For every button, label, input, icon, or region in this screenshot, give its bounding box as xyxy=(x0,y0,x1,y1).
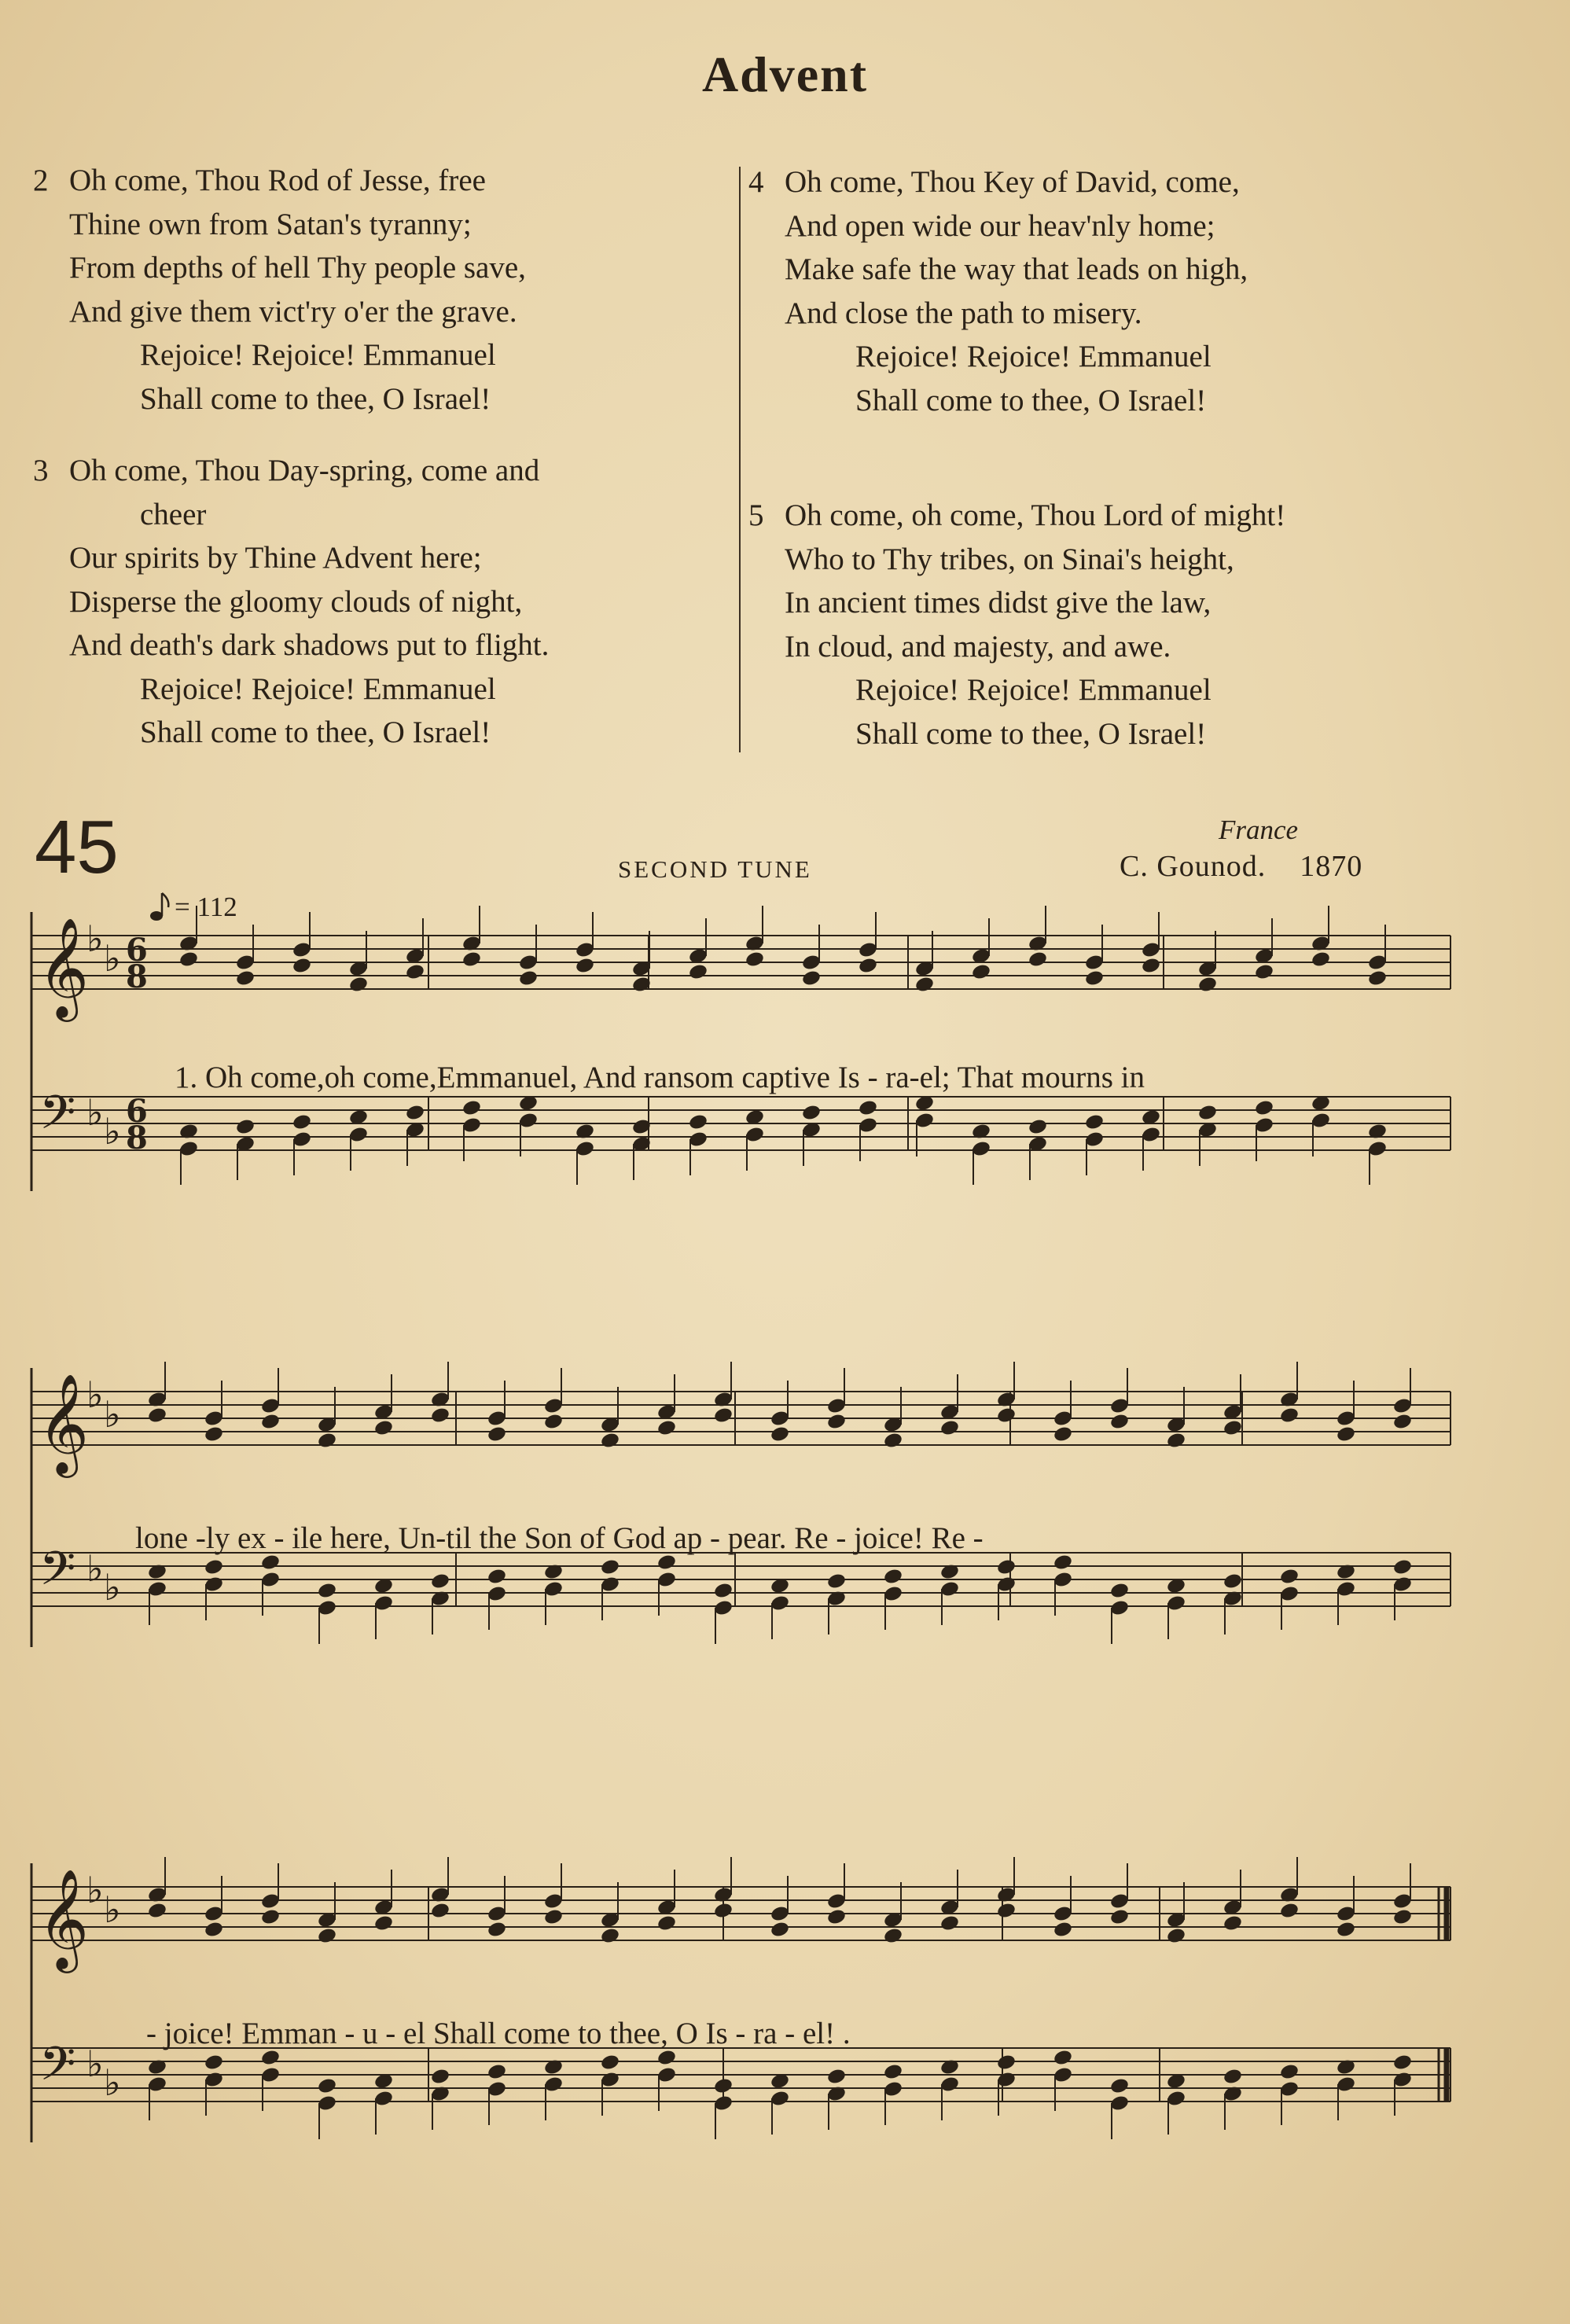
column-divider xyxy=(739,167,741,752)
note-head xyxy=(914,976,935,994)
treble-clef-icon: 𝄞 xyxy=(38,1868,90,1969)
note-head xyxy=(348,976,369,994)
note-head xyxy=(317,1927,337,1945)
note-head xyxy=(801,1104,822,1122)
time-signature-bottom: 8 xyxy=(126,958,148,995)
note-head xyxy=(1084,969,1105,987)
note-head xyxy=(883,2063,903,2081)
note-head xyxy=(430,1572,450,1590)
note-head xyxy=(518,969,539,987)
note-head xyxy=(260,1908,281,1926)
time-signature-bottom: 8 xyxy=(126,1120,148,1156)
verse-line: And give them vict'ry o'er the grave. xyxy=(69,294,517,329)
note-head xyxy=(688,963,708,981)
verse-line: Disperse the gloomy clouds of night, xyxy=(69,584,523,619)
note-head xyxy=(235,969,256,987)
flat-icon: ♭ xyxy=(86,1091,104,1134)
note-head xyxy=(1392,2054,1413,2072)
note-head xyxy=(996,2054,1017,2072)
refrain-line: Rejoice! Rejoice! Emmanuel xyxy=(140,338,496,372)
note-head xyxy=(600,1432,620,1450)
note-head xyxy=(688,1113,708,1131)
note-head xyxy=(600,2054,620,2072)
note-head xyxy=(600,1927,620,1945)
note-head xyxy=(461,1099,482,1117)
note-head xyxy=(939,1914,960,1932)
note-head xyxy=(1223,1572,1243,1590)
flat-icon: ♭ xyxy=(104,1888,121,1931)
note-head xyxy=(858,1099,878,1117)
note-head xyxy=(292,1113,312,1131)
note-head xyxy=(204,1558,224,1576)
note-head xyxy=(656,1419,677,1437)
note-head xyxy=(543,1413,564,1431)
note-head xyxy=(656,1554,677,1572)
note-head xyxy=(575,957,595,975)
refrain-line: Shall come to thee, O Israel! xyxy=(140,715,491,749)
verse-line: Oh come, Thou Rod of Jesse, free xyxy=(69,164,486,197)
note-head xyxy=(147,1407,167,1425)
verse-line: Who to Thy tribes, on Sinai's height, xyxy=(785,542,1234,576)
note-head xyxy=(1223,1419,1243,1437)
verse-line: Oh come, Thou Day-spring, come and xyxy=(69,454,540,487)
verse-5 xyxy=(748,494,1286,756)
composer-credit xyxy=(1120,849,1362,884)
note-head xyxy=(430,1902,450,1920)
note-head xyxy=(317,1582,337,1600)
note-head xyxy=(1254,1099,1274,1117)
note-head xyxy=(1109,1413,1130,1431)
tune-label: SECOND TUNE xyxy=(618,855,812,883)
verse-number: 3 xyxy=(33,454,49,487)
tempo-marking: = 112 xyxy=(175,892,237,922)
note-head xyxy=(1367,969,1388,987)
note-head xyxy=(405,963,425,981)
note-head xyxy=(487,2063,507,2081)
flat-icon: ♭ xyxy=(86,917,104,960)
note-head xyxy=(1053,1554,1073,1572)
note-head xyxy=(1197,976,1218,994)
note-head xyxy=(1279,1902,1300,1920)
note-head xyxy=(487,1568,507,1586)
refrain-line: Shall come to thee, O Israel! xyxy=(855,383,1207,417)
tune-origin: France xyxy=(1219,815,1299,845)
note-head xyxy=(600,1558,620,1576)
note-head xyxy=(1279,1407,1300,1425)
note-head xyxy=(178,951,199,969)
page-title: Advent xyxy=(701,46,869,102)
flat-icon: ♭ xyxy=(104,2061,121,2104)
note-head xyxy=(826,1413,847,1431)
verse-number: 4 xyxy=(748,165,764,199)
treble-clef-icon: 𝄞 xyxy=(38,917,90,1017)
verse-line: In cloud, and majesty, and awe. xyxy=(785,629,1171,664)
note-head xyxy=(883,1927,903,1945)
note-head xyxy=(1392,1413,1413,1431)
note-head xyxy=(801,969,822,987)
verse-number: 5 xyxy=(748,498,764,532)
note-head xyxy=(147,1902,167,1920)
note-head xyxy=(373,1419,394,1437)
note-head xyxy=(1141,957,1161,975)
note-head xyxy=(1197,1104,1218,1122)
note-head xyxy=(1053,2049,1073,2067)
refrain-line: Shall come to thee, O Israel! xyxy=(140,381,491,416)
note-head xyxy=(713,1407,734,1425)
verse-line: And open wide our heav'nly home; xyxy=(785,208,1215,243)
note-head xyxy=(656,2049,677,2067)
note-head xyxy=(939,1419,960,1437)
note-head xyxy=(260,1554,281,1572)
verse-line: Thine own from Satan's tyranny; xyxy=(69,207,472,241)
composer-name: C. Gounod. xyxy=(1120,850,1267,883)
note-head xyxy=(826,2068,847,2086)
note-head xyxy=(713,1902,734,1920)
note-head xyxy=(235,1118,256,1136)
note-head xyxy=(1223,2068,1243,2086)
note-head xyxy=(461,951,482,969)
note-head xyxy=(971,963,991,981)
time-signature-top: 6 xyxy=(126,932,148,969)
bass-clef-icon: 𝄢 xyxy=(39,2036,76,2102)
note-head xyxy=(770,1425,790,1443)
note-head xyxy=(204,1425,224,1443)
note-head xyxy=(204,1921,224,1939)
hymn-number: 45 xyxy=(35,805,119,889)
flat-icon: ♭ xyxy=(86,1547,104,1590)
verse-line: And death's dark shadows put to flight. xyxy=(69,628,550,662)
note-head xyxy=(996,1558,1017,1576)
flat-icon: ♭ xyxy=(104,1566,121,1609)
verse-line: cheer xyxy=(140,497,207,531)
note-head xyxy=(317,2077,337,2095)
note-head xyxy=(487,1425,507,1443)
verse-line: From depths of hell Thy people save, xyxy=(69,251,526,285)
verse-line: And close the path to misery. xyxy=(785,296,1142,330)
verse-3 xyxy=(33,449,550,755)
verse-line: Our spirits by Thine Advent here; xyxy=(69,541,482,575)
bass-clef-icon: 𝄢 xyxy=(39,1085,76,1151)
flat-icon: ♭ xyxy=(86,1869,104,1911)
note-head xyxy=(204,2054,224,2072)
refrain-line: Rejoice! Rejoice! Emmanuel xyxy=(140,671,496,706)
note-head xyxy=(1392,1558,1413,1576)
note-head xyxy=(770,1921,790,1939)
verse-line: Oh come, oh come, Thou Lord of might! xyxy=(785,498,1286,532)
note-head xyxy=(292,957,312,975)
time-signature-top: 6 xyxy=(126,1093,148,1130)
note-head xyxy=(1053,1921,1073,1939)
note-head xyxy=(1166,1927,1186,1945)
note-head xyxy=(405,1104,425,1122)
verse-4 xyxy=(748,160,1248,422)
flat-icon: ♭ xyxy=(104,1393,121,1436)
note-head xyxy=(1028,951,1048,969)
note-head xyxy=(487,1921,507,1939)
lyrics-line-2: lone -ly ex - ile here, Un-til the Son of God ap - pear. Re - joice! Re - xyxy=(135,1521,984,1555)
refrain-line: Shall come to thee, O Israel! xyxy=(855,716,1207,751)
note-head xyxy=(1336,1425,1356,1443)
bass-clef-icon: 𝄢 xyxy=(39,1541,76,1607)
note-head xyxy=(1254,963,1274,981)
verse-line: Make safe the way that leads on high, xyxy=(785,252,1248,286)
verse-line: In ancient times didst give the law, xyxy=(785,586,1212,620)
treble-clef-icon: 𝄞 xyxy=(38,1373,90,1473)
note-head xyxy=(260,1413,281,1431)
flat-icon: ♭ xyxy=(104,1110,121,1153)
note-head xyxy=(1336,1921,1356,1939)
note-head xyxy=(883,1568,903,1586)
note-head xyxy=(1166,1432,1186,1450)
note-head xyxy=(1311,951,1331,969)
note-head xyxy=(745,951,765,969)
note-head xyxy=(1279,2063,1300,2081)
note-head xyxy=(1109,1582,1130,1600)
flat-icon: ♭ xyxy=(86,2043,104,2085)
note-head xyxy=(373,1914,394,1932)
note-head xyxy=(713,2077,734,2095)
note-head xyxy=(1028,1118,1048,1136)
note-head xyxy=(430,2068,450,2086)
refrain-line: Rejoice! Rejoice! Emmanuel xyxy=(855,340,1212,373)
note-head xyxy=(826,1908,847,1926)
composition-year: 1870 xyxy=(1300,850,1363,883)
note-head xyxy=(656,1914,677,1932)
note-head xyxy=(430,1407,450,1425)
note-head xyxy=(713,1582,734,1600)
note-head xyxy=(1279,1568,1300,1586)
refrain-line: Rejoice! Rejoice! Emmanuel xyxy=(855,673,1212,707)
note-head xyxy=(317,1432,337,1450)
verse-line: Oh come, Thou Key of David, come, xyxy=(785,165,1240,199)
note-head xyxy=(996,1407,1017,1425)
note-head xyxy=(858,957,878,975)
note-head xyxy=(1109,1908,1130,1926)
note-head xyxy=(1109,2077,1130,2095)
lyrics-line-3: - joice! Emman - u - el Shall come to thee, O Is - ra - el! . xyxy=(146,2017,851,2050)
note-head xyxy=(1084,1113,1105,1131)
note-head xyxy=(1392,1908,1413,1926)
note-head xyxy=(996,1902,1017,1920)
note-head xyxy=(1053,1425,1073,1443)
verse-number: 2 xyxy=(33,164,49,197)
note-head xyxy=(883,1432,903,1450)
note-head xyxy=(826,1572,847,1590)
note-head xyxy=(260,2049,281,2067)
lyrics-line-1: 1. Oh come,oh come,Emmanuel, And ransom captive Is - ra-el; That mourns in xyxy=(175,1061,1145,1094)
note-head xyxy=(1223,1914,1243,1932)
flat-icon: ♭ xyxy=(86,1373,104,1416)
note-head xyxy=(543,1908,564,1926)
verse-2 xyxy=(33,159,526,421)
flat-icon: ♭ xyxy=(104,937,121,980)
